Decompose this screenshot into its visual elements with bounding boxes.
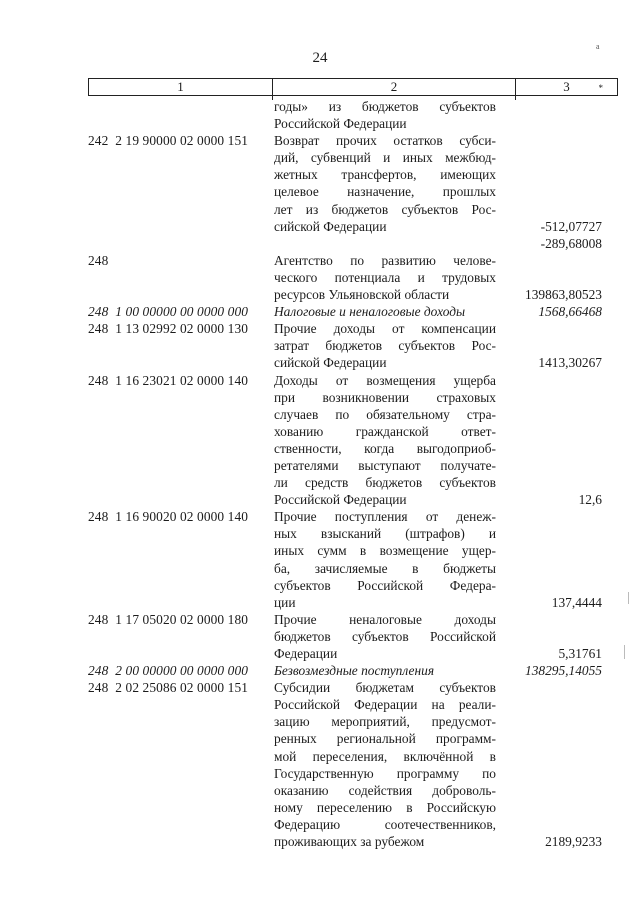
amount-value: 138295,14055: [525, 663, 602, 679]
description-line: сийской Федерации: [274, 355, 387, 371]
table-row: [88, 303, 618, 320]
description-line: ли средств бюджетов субъектов: [274, 475, 496, 491]
table-row: [88, 320, 618, 371]
amount-value: 2189,9233: [545, 834, 602, 850]
income-description: [274, 679, 496, 850]
description-line: дий, субвенций и иных межбюд-: [274, 150, 496, 166]
table-row: [88, 235, 618, 252]
amount-value: 1413,30267: [538, 355, 602, 371]
description-line: Федерацию соотечественников,: [274, 816, 496, 832]
table-row: [88, 252, 618, 303]
amount-value: -512,07727: [540, 218, 602, 234]
description-line: Возврат прочих остатков субси-: [274, 133, 496, 149]
income-description: [274, 98, 496, 132]
description-line: Безвозмездные поступления: [274, 663, 435, 679]
header-column-2: 2: [273, 79, 516, 95]
header-column-3-label: 3: [563, 79, 570, 94]
description-line: оказанию содействия доброволь-: [274, 782, 496, 798]
scan-mark: [628, 592, 629, 604]
description-line: зацию мероприятий, предусмот-: [274, 714, 496, 730]
budget-code: 248 2 02 25086 02 0000 151: [88, 680, 249, 696]
scan-mark: [624, 645, 625, 659]
budget-code: 248 1 13 02992 02 0000 130: [88, 321, 249, 337]
description-line: Российской Федерации: [274, 116, 407, 132]
budget-code: 248 1 16 23021 02 0000 140: [88, 372, 249, 388]
income-description: [274, 252, 496, 303]
amount-value: 139863,80523: [525, 287, 602, 303]
table-row: [88, 372, 618, 509]
budget-code: 248 1 00 00000 00 0000 000: [88, 304, 249, 320]
description-line: ции: [274, 594, 296, 610]
description-line: жетных трансфертов, имеющих: [274, 167, 496, 183]
description-line: ственности, когда выгодоприоб-: [274, 440, 496, 456]
table-header-row: [88, 78, 618, 96]
description-line: целевое назначение, прошлых: [274, 184, 496, 200]
description-line: ных взысканий (штрафов) и: [274, 526, 496, 542]
income-description: [274, 611, 496, 662]
amount-value: 1568,66468: [538, 304, 602, 320]
income-description: [274, 132, 496, 235]
description-line: бюджетов субъектов Российской: [274, 628, 496, 644]
header-mark: *: [598, 83, 603, 93]
amount-value: -289,68008: [540, 235, 602, 251]
budget-code: 248 2 00 00000 00 0000 000: [88, 663, 249, 679]
budget-code: 248 1 17 05020 02 0000 180: [88, 611, 249, 627]
amount-value: 12,6: [578, 492, 602, 508]
corner-mark: a: [596, 42, 600, 51]
description-line: Федерации: [274, 646, 338, 661]
description-line: ческого потенциала и трудовых: [274, 269, 496, 285]
table-body: [88, 98, 618, 850]
description-line: ному переселению в Российскую: [274, 799, 496, 815]
table-row: [88, 98, 618, 132]
amount-value: 5,31761: [558, 646, 602, 661]
table-row: [88, 508, 618, 611]
table-row: [88, 662, 618, 679]
income-description: [274, 320, 496, 371]
income-description: [274, 508, 496, 611]
income-description: [274, 303, 496, 320]
income-description: [274, 662, 496, 679]
description-line: хованию гражданской ответ-: [274, 423, 496, 439]
description-line: ресурсов Ульяновской области: [274, 287, 450, 303]
header-column-1: 1: [89, 79, 273, 95]
description-line: Российской Федерации на реали-: [274, 697, 496, 713]
description-line: случаев по обязательному стра-: [274, 406, 496, 422]
description-line: Прочие неналоговые доходы: [274, 611, 496, 627]
description-line: мой переселения, включённой в: [274, 748, 496, 764]
description-line: сийской Федерации: [274, 218, 387, 234]
description-line: годы» из бюджетов субъектов: [274, 99, 496, 114]
budget-code: 248 1 16 90020 02 0000 140: [88, 509, 249, 525]
description-line: Доходы от возмещения ущерба: [274, 372, 496, 388]
description-line: Налоговые и неналоговые доходы: [274, 304, 466, 320]
description-line: Прочие поступления от денеж-: [274, 509, 496, 525]
budget-code: 242 2 19 90000 02 0000 151: [88, 133, 249, 149]
income-description: [274, 372, 496, 509]
amount-value: 137,4444: [551, 594, 602, 610]
description-line: субъектов Российской Федера-: [274, 577, 496, 593]
page-number: 24: [312, 50, 328, 66]
description-line: при возникновении страховых: [274, 389, 496, 405]
description-line: Российской Федерации: [274, 492, 407, 508]
description-line: затрат бюджетов субъектов Рос-: [274, 338, 496, 354]
description-line: Агентство по развитию челове-: [274, 252, 496, 268]
table-row: [88, 132, 618, 235]
description-line: иных сумм в возмещение ущер-: [274, 543, 496, 559]
description-line: проживающих за рубежом: [274, 834, 425, 850]
description-line: ренных региональной программ-: [274, 731, 496, 747]
description-line: Прочие доходы от компенсации: [274, 321, 496, 337]
table-row: [88, 679, 618, 850]
description-line: ретателями выступают получате-: [274, 457, 496, 473]
table-row: [88, 611, 618, 662]
description-line: Субсидии бюджетам субъектов: [274, 680, 496, 696]
description-line: ба, зачисляемые в бюджеты: [274, 560, 496, 576]
description-line: лет из бюджетов субъектов Рос-: [274, 201, 496, 217]
budget-code: 248: [88, 252, 109, 268]
header-column-3: [516, 79, 617, 95]
income-description: [274, 235, 496, 252]
description-line: Государственную программу по: [274, 765, 496, 781]
